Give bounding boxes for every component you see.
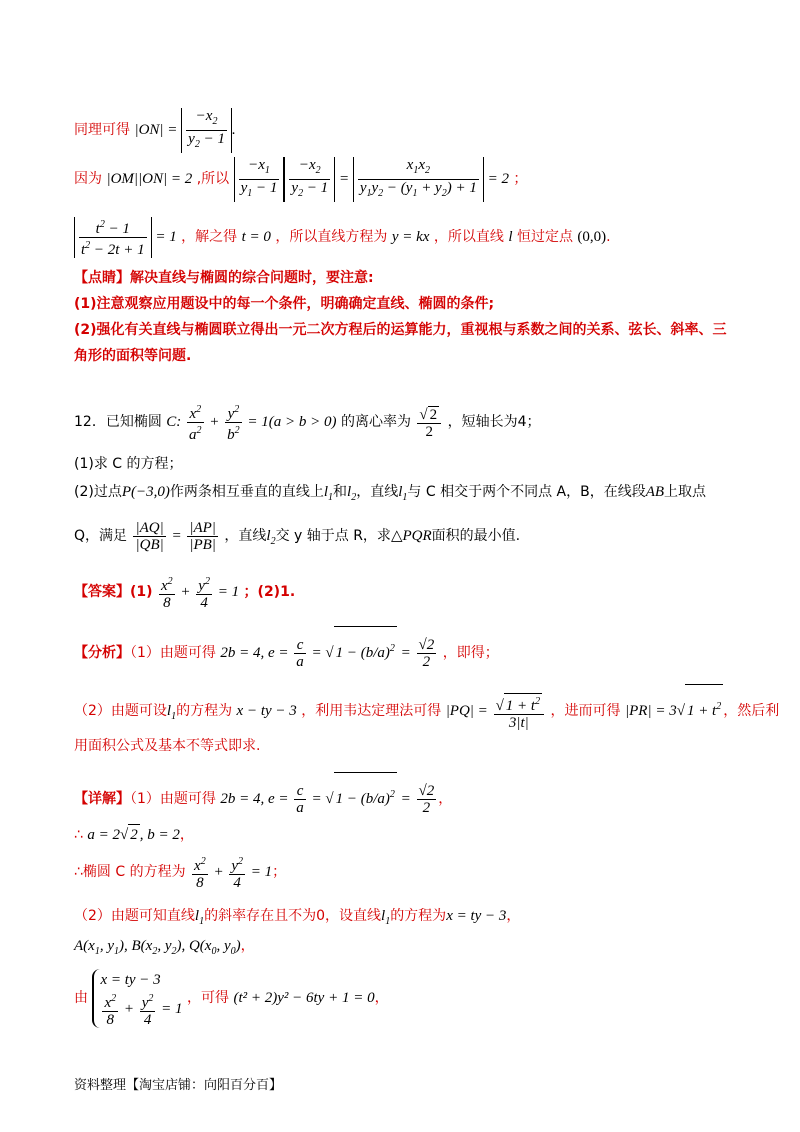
formula-sqrt2-over-2: $\frac{√ 2}{2}$ xyxy=(415,414,443,430)
detail-therefore-1: ∴ xyxy=(74,827,83,843)
q12-s2-d: ，直线 xyxy=(356,484,399,500)
line-3 xyxy=(74,217,611,257)
line-2 xyxy=(74,157,527,197)
detail-comma-2: ， xyxy=(240,938,255,954)
formula-quadratic: (t² + 2)y² − 6ty + 1 = 0 xyxy=(233,990,375,1006)
formula-t-zero: t = 0 xyxy=(241,229,271,245)
formula-analysis-ecc: 2b = 4, e = $\frac{c}{a}$ = √ $1 - (b/a)^2$ = $\frac{√2}{2}$ xyxy=(220,645,438,661)
detail-from: 由 xyxy=(74,990,88,1006)
formula-detail-points: $A(x_1$, $y_1$), $B(x_2$, $y_2$), $Q(x_0$, $y_0$) xyxy=(74,938,241,957)
detail-line-4 xyxy=(74,906,520,932)
q12-text-ecc: 的离心率为 xyxy=(340,414,411,430)
text-line-eq: ，所以直线方程为 xyxy=(275,229,388,245)
formula-l2-a: $l_2$ xyxy=(347,484,357,503)
analysis-b: ，即得； xyxy=(442,645,499,661)
dianjing-p2a: (2)强化有关直线与椭圆联立得出一元二次方程后的运算能力，重视根与系数之间的关系、弦长、斜率、三 xyxy=(74,322,727,338)
formula-detail-ellipse: $\frac{x^2}{8}$ + $\frac{y^2}{4}$ = 1 xyxy=(194,856,273,892)
text-so: ,所以 xyxy=(196,170,230,187)
q12-line-1 xyxy=(74,400,541,444)
detail-get: ，可得 xyxy=(187,990,229,1006)
detail-part2-c: 的方程为 xyxy=(390,908,447,924)
formula-on-abs: |ON| = $\frac{-x_2}{y_2 - 1}$ . xyxy=(134,122,235,138)
text-solve: ，解之得 xyxy=(181,229,238,245)
text-so-line: ，所以直线 xyxy=(433,229,504,245)
formula-analysis-pr: |PR| = 3√ $1 + t^2$ xyxy=(625,703,723,719)
analysis-c: （2）由题可设 xyxy=(74,703,167,719)
detail-ellipse-text: ∴椭圆 C 的方程为 xyxy=(74,864,186,880)
text-fixed-point: 恒过定点 xyxy=(516,229,573,245)
q12-s2-e: 与 C 相交于两个不同点 A，B，在线段 xyxy=(407,484,646,500)
analysis-a: （1）由题可得 xyxy=(130,645,216,661)
analysis-line-2 xyxy=(74,684,780,731)
text-period: . xyxy=(606,229,611,245)
formula-t-equation: $\frac{t^2 - 1}{t^2 - 2t + 1}$ = 1 xyxy=(74,229,177,245)
detail-line-2 xyxy=(74,824,194,845)
q12-sub2-cont xyxy=(74,514,520,558)
analysis-d: 的方程为 xyxy=(176,703,233,719)
detail-line-5 xyxy=(74,936,255,962)
formula-system xyxy=(92,969,182,1028)
formula-y-kx: y = kx xyxy=(391,229,430,245)
formula-ratio: $\frac{|AQ|}{|QB|}$ = $\frac{|AP|}{|PB|}$ xyxy=(135,520,216,554)
text-because: 因为 xyxy=(74,170,102,187)
answer-line xyxy=(74,572,295,612)
system-eq-1: x = ty − 3 xyxy=(100,971,161,988)
formula-detail-l1-a: $l_1$ xyxy=(194,908,205,927)
detail-b: ， xyxy=(438,791,453,807)
detail-semicolon: ； xyxy=(272,864,287,880)
formula-triangle: △PQR xyxy=(390,528,432,544)
system-eq-2: $\frac{x^2}{8}$ + $\frac{y^2}{4}$ = 1 xyxy=(104,992,183,1028)
formula-product: $\frac{-x_1}{y_1 - 1}$ $\frac{-x_2}{y_2 - 1}$ = $\frac{x_1x_2}{y_1y_2 - (y_1 + y_2) + 1}$ = 2 xyxy=(234,171,509,187)
formula-l: l xyxy=(508,229,513,245)
dianjing-p1: (1)注意观察应用题设中的每一个条件，明确确定直线、椭圆的条件; xyxy=(74,296,495,312)
formula-point-p: P(−3,0) xyxy=(121,484,170,500)
q12-s2-f: 上取点 xyxy=(664,484,707,500)
q12-s2-b: 作两条相互垂直的直线上 xyxy=(169,484,324,500)
footer-source: 资料整理【淘宝店铺：向阳百分百】 xyxy=(74,1078,283,1093)
q12-s2-a: (2)过点 xyxy=(74,484,122,500)
formula-ab: AB xyxy=(645,484,665,500)
detail-part2-b: 的斜率存在且不为0，设直线 xyxy=(204,908,382,924)
analysis-head: 【分析】 xyxy=(74,645,130,661)
formula-l1-b: $l_1$ xyxy=(398,484,408,503)
detail-part2-a: （2）由题可知直线 xyxy=(74,908,195,924)
formula-detail-ab: a = 2√ 2 , b = 2 xyxy=(87,827,179,843)
q12-s3-c: 交 y 轴于点 R，求 xyxy=(275,528,391,544)
analysis-line-3: 用面积公式及基本不等式即求. xyxy=(74,738,261,754)
analysis-g: ，然后利 xyxy=(723,703,780,719)
q12-s3-d: 面积的最小值. xyxy=(431,528,521,544)
formula-detail-ecc: 2b = 4, e = $\frac{c}{a}$ = √ $1 - (b/a)^2$ = $\frac{√2}{2}$ xyxy=(220,791,438,807)
q12-s2-c: 和 xyxy=(333,484,348,500)
detail-line-1 xyxy=(74,772,452,816)
formula-analysis-line: x − ty − 3 xyxy=(236,703,297,719)
text-same-reason: 同理可得 xyxy=(74,121,130,138)
dianjing-p2b: 角形的面积等问题. xyxy=(74,348,192,364)
detail-line-3 xyxy=(74,852,286,892)
detail-head: 【详解】 xyxy=(74,791,130,807)
formula-l1-a: $l_1$ xyxy=(323,484,334,503)
formula-om-on: |OM||ON| = 2 xyxy=(106,170,193,187)
analysis-line-1 xyxy=(74,626,499,670)
detail-comma-3: ， xyxy=(374,990,389,1006)
q12-text-axis: ，短轴长为4； xyxy=(447,414,541,430)
formula-analysis-l1: $l_1$ xyxy=(166,703,177,722)
formula-ellipse-def: C: $\frac{x^2}{a^2}$ + $\frac{y^2}{b^2}$ = 1(a > b > 0) xyxy=(166,404,337,444)
formula-answer-ellipse: $\frac{x^2}{8}$ + $\frac{y^2}{4}$ = 1 xyxy=(161,576,240,612)
detail-comma-1: ， xyxy=(179,827,194,843)
detail-a: （1）由题可得 xyxy=(130,791,216,807)
formula-detail-line: x = ty − 3 xyxy=(446,908,507,924)
dianjing-head: 【点睛】解决直线与椭圆的综合问题时，要注意: xyxy=(74,270,374,286)
detail-line-6 xyxy=(74,968,389,1028)
analysis-e: ，利用韦达定理法可得 xyxy=(301,703,442,719)
formula-analysis-pq: |PQ| = $\frac{√ 1 + t^2}{3|t|}$ xyxy=(446,703,546,719)
answer-part2: ；(2)1. xyxy=(243,584,296,600)
text-semicolon: ； xyxy=(513,170,528,187)
line-1 xyxy=(74,108,236,150)
q12-sub1: (1)求 C 的方程； xyxy=(74,456,183,472)
q12-text-known: 12．已知椭圆 xyxy=(74,414,162,430)
analysis-f: ，进而可得 xyxy=(550,703,621,719)
q12-sub2 xyxy=(74,480,706,504)
q12-s3-a: Q，满足 xyxy=(74,528,128,544)
answer-part1: (1) xyxy=(130,584,153,600)
q12-s3-b: ，直线 xyxy=(224,528,267,544)
detail-part2-d: ， xyxy=(506,908,521,924)
formula-detail-l1-b: $l_1$ xyxy=(381,908,391,927)
formula-origin: (0,0) xyxy=(577,229,607,245)
answer-head: 【答案】 xyxy=(74,584,130,600)
formula-l2-b: $l_2$ xyxy=(266,528,276,547)
